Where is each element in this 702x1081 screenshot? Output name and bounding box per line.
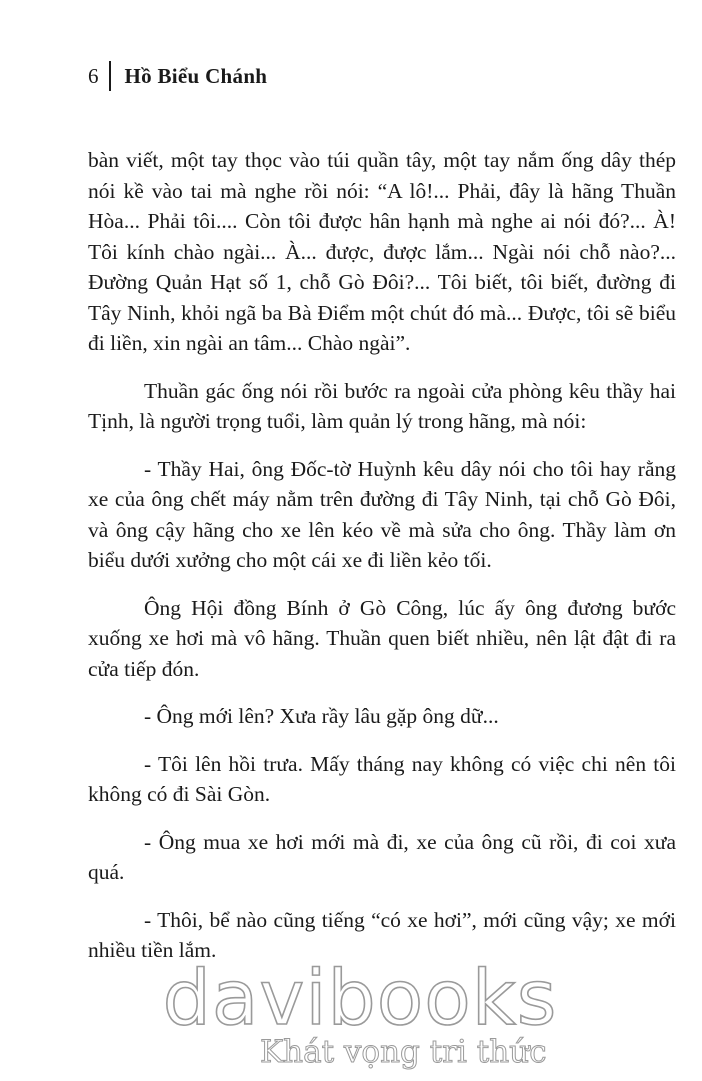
page-number: 6 xyxy=(88,63,99,88)
watermark-tagline: Khát vọng tri thức xyxy=(260,1034,547,1070)
paragraph-continued: bàn viết, một tay thọc vào túi quần tây, một tay nắm ống dây thép nói kề vào tai mà nghe rồi nói: “A lô!... Phải, đây là hãng Thuần Hòa... Phải tôi.... Còn tôi được hân hạnh mà nghe ai nói đó?... À! Tôi kính chào ngài... À... được, được lắm... Ngài nói chỗ nào?... Đường Quản Hạt số 1, chỗ Gò Đôi?... Tôi biết, tôi biết, đường đi Tây Ninh, khỏi ngã ba Bà Điểm một chút đó mà... Được, tôi sẽ biểu đi liền, xin ngài an tâm... Chào ngài”. xyxy=(88,148,676,355)
dialogue-line: - Ông mua xe hơi mới mà đi, xe của ông cũ rồi, đi coi xưa quá. xyxy=(88,829,676,884)
dialogue-line: - Ông mới lên? Xưa rầy lâu gặp ông dữ... xyxy=(144,704,499,728)
publisher-watermark xyxy=(150,953,570,1070)
header-divider xyxy=(109,61,111,91)
running-header xyxy=(88,60,267,92)
watermark-logo: davibooks xyxy=(162,953,558,1042)
page-body xyxy=(88,145,676,966)
paragraph: Ông Hội đồng Bính ở Gò Công, lúc ấy ông đương bước xuống xe hơi mà vô hãng. Thuần quen biết nhiều, nên lật đật đi ra cửa tiếp đón. xyxy=(88,595,676,681)
dialogue-line: - Tôi lên hồi trưa. Mấy tháng nay không có việc chi nên tôi không có đi Sài Gòn. xyxy=(88,751,676,806)
paragraph: Thuần gác ống nói rồi bước ra ngoài cửa phòng kêu thầy hai Tịnh, là người trọng tuổi, làm quản lý trong hãng, mà nói: xyxy=(88,378,676,433)
running-title: Hồ Biểu Chánh xyxy=(124,63,268,88)
dialogue-line: - Thầy Hai, ông Đốc-tờ Huỳnh kêu dây nói cho tôi hay rằng xe của ông chết máy nằm trên đường đi Tây Ninh, tại chỗ Gò Đôi, và ông cậy hãng cho xe lên kéo về mà sửa cho ông. Thầy làm ơn biểu dưới xưởng cho một cái xe đi liền kẻo tối. xyxy=(88,456,676,572)
dialogue-line: - Thôi, bể nào cũng tiếng “có xe hơi”, mới cũng vậy; xe mới nhiều tiền lắm. xyxy=(88,907,676,962)
